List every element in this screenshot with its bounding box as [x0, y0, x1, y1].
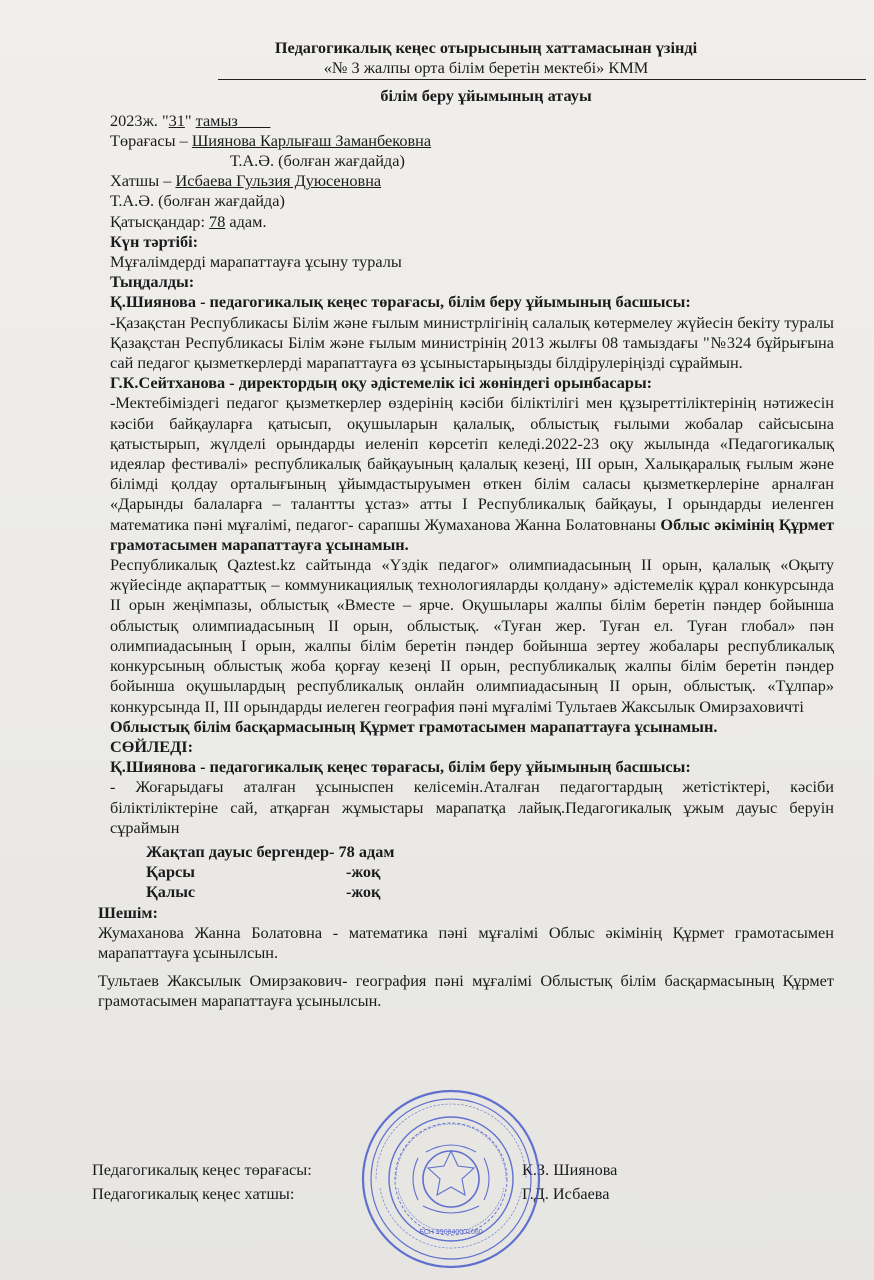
date-mid: ": [184, 110, 192, 130]
speech-2: [98, 393, 834, 555]
meta-block: [98, 111, 834, 293]
date-day: 31: [168, 110, 185, 130]
vote-against: [98, 862, 834, 882]
agenda-heading: Күн тәртібі:: [110, 231, 199, 251]
attendees-suffix: адам.: [225, 211, 267, 231]
speaker-1: Қ.Шиянова - педагогикалық кеңес төрағасы, білім беру ұйымының басшысы:: [110, 292, 691, 312]
secretary-name: Исбаева Гульзия Дуюсеновна: [175, 171, 382, 191]
vote-for: Жақтап дауыс бергендер- 78 адам: [146, 841, 395, 861]
speaker-2: Г.К.Сейтханова - директордың оқу әдістемелік ісі жөніндегі орынбасары:: [110, 373, 653, 393]
secretary-role: Педагогикалық кеңес хатшы:: [92, 1184, 295, 1203]
date-blank: [238, 111, 271, 130]
school-name: «№ 3 жалпы орта білім беретін мектебі» КММ: [323, 58, 649, 78]
speech-2-text: -Мектебіміздегі педагог қызметкерлер өздерінің кәсіби біліктілігі мен құзыреттіліктерінің нәтижесін кәсіби байқауларға қатысып, оқушыларын қалалық, облыстық ғылыми жобалар сайсысына қатыстырып, жүлделі орындарды иеленіп көрсетіп келеді.2022-23 оқу жылында «Педагогикалық идеялар фестивалі» республикалық байқауының қалалық кезеңі, ІІІ орын, Халықаралық ғылым және білімді қолдау орталығының ұйымдастыруымен өткен білім саласы қызметкерлеріне арналған «Дарынды балаларға – талантты ұстаз» атты I Республикалық байқауы, I орындарды иеленген математика пәні мұғалімі, педагог- сарапшы Жумаханова Жанна Болатовнаны: [110, 393, 834, 534]
spoke-speech: - Жоғарыдағы аталған ұсыныспен келісемін.Аталған педагогтардың жетістіктері, кәсіби біліктіліктеріне сай, атқарған жұмыстары марапатқа лайық.Педагогикалық ұжым дауыс беруін сұраймын: [110, 777, 834, 837]
decision-item-1: Жумаханова Жанна Болатовна - математика пәні мұғалімі Облыс әкімінің Құрмет грамотасымен марапаттауға ұсынылсын.: [98, 922, 834, 962]
vote-against-value: -жоқ: [346, 862, 381, 882]
decision-heading: Шешім:: [98, 902, 158, 922]
speech-3: Республикалық Qaztest.kz сайтында «Үздік педагог» олимпиадасының ІІ орын, қалалық «Оқыту жүйесінде ақпараттық – коммуникациялық технологияларды қолдану» әдістемелік құрал конкурсында ІІ орын жеңімпазы, облыстық «Вместе – ярче. Оқушылары жалпы білім беретін пәндер бойынша облыстық олимпиадасының ІІ орын, облыстық. «Туған жер. Туған ел. Туған глобал» пән олимпиадасының І орын, жалпы білім беретін пәндер бойынша зертеу жобалары республикалық конкурсының облыстық жоба қорғау кезеңі ІІ орын, республикалық жалпы білім беретін пәндер бойынша оқушылардың республикалық онлайн олимпиадасының ІІ орын, облыстық. «Тұлпар» конкурсында ІІ, ІІІ орындарды иелеген география пәні мұғалімі Тультаев Жаксылык Омирзаховичті: [110, 555, 834, 716]
agenda-item: Мұғалімдерді марапаттауға ұсыну туралы: [110, 252, 402, 272]
attendees-count: 78: [209, 211, 226, 231]
decision-block: [98, 903, 834, 1012]
decision-item-2: Тультаев Жаксылык Омирзакович- география пәні мұғалімі Облыстық білім басқармасының Құрмет грамотасымен марапаттауға ұсынылсын.: [98, 971, 834, 1011]
org-label: білім беру ұйымының атауы: [380, 86, 592, 106]
speech-3-bold: Облыстық білім басқармасының Құрмет грамотасымен марапаттауға ұсынамын.: [110, 716, 718, 736]
chair-sign: К.З. Шиянова: [522, 1160, 618, 1179]
document-title: Педагогикалық кеңес отырысының хаттамасынан үзінді: [274, 38, 698, 57]
meeting-date: [110, 111, 834, 131]
attendees-prefix: Қатысқандар:: [110, 211, 210, 231]
chair-line: [110, 131, 834, 151]
vote-abstain: [98, 882, 834, 902]
date-month: тамыз: [195, 110, 238, 130]
chair-role: Педагогикалық кеңес төрағасы:: [92, 1160, 312, 1179]
secretary-line: [110, 171, 834, 191]
chair-label: Төрағасы –: [110, 130, 192, 150]
spoke-speaker: Қ.Шиянова - педагогикалық кеңес төрағасы, білім беру ұйымының басшысы:: [110, 757, 691, 777]
official-seal-stamp: [360, 1088, 542, 1270]
stamp-bin: БСН 990840001060: [419, 1229, 483, 1236]
fio-note-2: Т.А.Ә. (болған жағдайда): [110, 191, 285, 211]
chair-name: Шиянова Карлығаш Заманбековна: [191, 130, 432, 150]
attendees-line: [110, 212, 834, 232]
title-rule: [218, 79, 866, 80]
vote-abstain-label: Қалыс: [146, 882, 196, 902]
listened-heading: Тыңдалды:: [110, 272, 195, 292]
vote-abstain-value: -жоқ: [346, 882, 381, 902]
secretary-label: Хатшы –: [110, 171, 176, 191]
vote-against-label: Қарсы: [146, 862, 195, 882]
fio-note-1: Т.А.Ә. (болған жағдайда): [230, 151, 405, 171]
secretary-sign: Г.Д. Исбаева: [522, 1184, 610, 1203]
speech-2-bold: Облыс әкімінің Құрмет грамотасымен марапаттауға ұсынамын.: [110, 514, 834, 554]
spoke-heading: СӨЙЛЕДІ:: [110, 736, 194, 756]
vote-block: [98, 842, 834, 903]
speech-1: -Қазақстан Республикасы Білім және ғылым министрлігінің салалық көтермелеу жүйесін бекіту туралы Қазақстан Республикасы Білім және ғылым министрінің 2013 жылғы 08 тамыздағы "№324 бұйрығына сай педагог қызметкерлерді марапаттауға өз ұсыныстарыңызды білдірулеріңізді сұраймын.: [110, 312, 834, 373]
date-prefix: 2023ж. ": [110, 110, 169, 130]
